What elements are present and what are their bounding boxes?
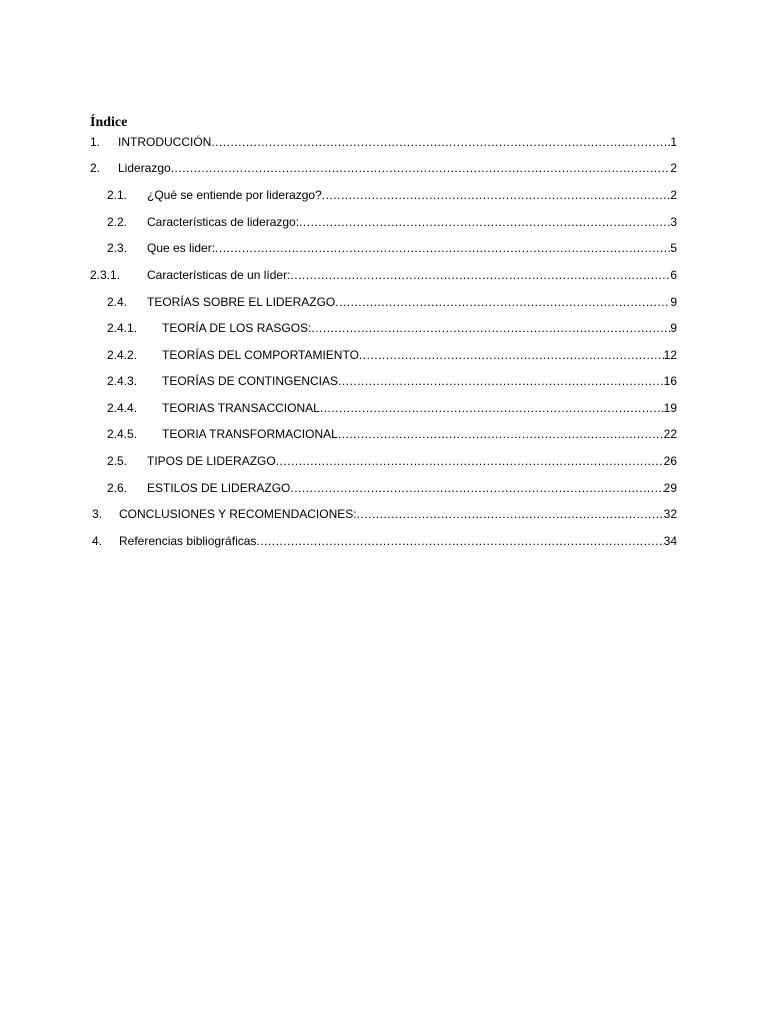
toc-entry-number: 2.4.4. (107, 401, 138, 415)
toc-dot-leader (320, 399, 664, 417)
toc-dot-leader (311, 319, 670, 337)
toc-entry[interactable] (90, 239, 677, 257)
toc-entry-label: Que es lider: (147, 241, 216, 255)
toc-entry-number: 2.4.2. (107, 348, 138, 362)
toc-entry-number: 3. (92, 507, 103, 521)
toc-entry-label: CONCLUSIONES Y RECOMENDACIONES: (119, 507, 357, 521)
toc-entry-label: Liderazgo (118, 161, 171, 175)
toc-entry-label: TEORIA TRANSFORMACIONAL (162, 427, 338, 441)
toc-entry-number: 2.4.1. (107, 321, 138, 335)
toc-dot-leader (171, 159, 671, 177)
toc-entry-label: Características de liderazgo: (147, 215, 300, 229)
toc-dot-leader (299, 213, 670, 231)
toc-entry[interactable] (90, 399, 677, 417)
toc-entry[interactable] (90, 159, 677, 177)
toc-entry-page: 16 (663, 374, 677, 388)
toc-entry-number: 2.6. (107, 481, 128, 495)
toc-entry-page: 9 (670, 321, 677, 335)
toc-entry[interactable] (90, 213, 677, 231)
toc-entry-label: Referencias bibliográficas (119, 534, 257, 548)
toc-entry-page: 2 (670, 188, 677, 202)
toc-entry[interactable] (90, 346, 677, 364)
toc-entry-number: 2.4. (107, 295, 128, 309)
toc-entry-number: 2.1. (107, 188, 128, 202)
toc-entry[interactable] (90, 319, 677, 337)
toc-entry-label: TIPOS DE LIDERAZGO (147, 454, 276, 468)
toc-dot-leader (211, 133, 670, 151)
toc-entry-label: TEORÍA DE LOS RASGOS: (162, 321, 312, 335)
toc-title: Índice (90, 115, 128, 130)
toc-entry[interactable] (90, 425, 677, 443)
toc-entry-label: TEORÍAS DE CONTINGENCIAS (162, 374, 339, 388)
toc-entry-label: ¿Qué se entiende por liderazgo? (147, 188, 322, 202)
toc-entry-page: 3 (670, 215, 677, 229)
toc-entry-page: 12 (663, 348, 677, 362)
toc-entry-number: 1. (90, 135, 101, 149)
toc-entry-page: 19 (663, 401, 677, 415)
toc-entry-label: INTRODUCCIÓN (118, 135, 212, 149)
toc-entry-number: 2.4.5. (107, 427, 138, 441)
toc-entry[interactable] (90, 479, 677, 497)
toc-entry[interactable] (90, 186, 677, 204)
toc-dot-leader (338, 372, 664, 390)
toc-dot-leader (215, 239, 670, 257)
toc-entry-page: 9 (670, 295, 677, 309)
toc-entry-number: 2. (90, 161, 101, 175)
toc-dot-leader (290, 266, 670, 284)
toc-dot-leader (357, 505, 664, 523)
toc-entry-label: ESTILOS DE LIDERAZGO (147, 481, 291, 495)
toc-entry-number: 2.2. (107, 215, 128, 229)
toc-entry-page: 5 (670, 241, 677, 255)
toc-entry-page: 32 (663, 507, 677, 521)
toc-dot-leader (359, 346, 664, 364)
toc-entry-page: 34 (663, 534, 677, 548)
toc-entry-page: 6 (670, 268, 677, 282)
toc-entry-number: 2.4.3. (107, 374, 138, 388)
toc-entry-label: TEORÍAS DEL COMPORTAMIENTO (162, 348, 359, 362)
toc-entry-page: 26 (663, 454, 677, 468)
toc-entry-page: 1 (670, 135, 677, 149)
toc-entry-page: 29 (663, 481, 677, 495)
toc-entry-label: TEORÍAS SOBRE EL LIDERAZGO (147, 295, 336, 309)
toc-entry[interactable] (90, 266, 677, 284)
toc-dot-leader (290, 479, 663, 497)
toc-dot-leader (256, 532, 663, 550)
toc-entry[interactable] (90, 505, 677, 523)
toc-dot-leader (335, 293, 670, 311)
toc-entry[interactable] (90, 452, 677, 470)
toc-entry[interactable] (90, 372, 677, 390)
toc-entry-label: TEORIAS TRANSACCIONAL (162, 401, 320, 415)
toc-dot-leader (338, 425, 664, 443)
toc-dot-leader (322, 186, 671, 204)
toc-entry-number: 4. (92, 534, 103, 548)
toc-entry-number: 2.3. (107, 241, 128, 255)
toc-entry-page: 22 (663, 427, 677, 441)
toc-entry-page: 2 (670, 161, 677, 175)
toc-entry[interactable] (90, 532, 677, 550)
toc-entry-label: Características de un líder: (147, 268, 291, 282)
toc-dot-leader (276, 452, 664, 470)
toc-entry[interactable] (90, 293, 677, 311)
toc-entry[interactable] (90, 133, 677, 151)
toc-entry-number: 2.3.1. (90, 268, 121, 282)
toc-entry-number: 2.5. (107, 454, 128, 468)
